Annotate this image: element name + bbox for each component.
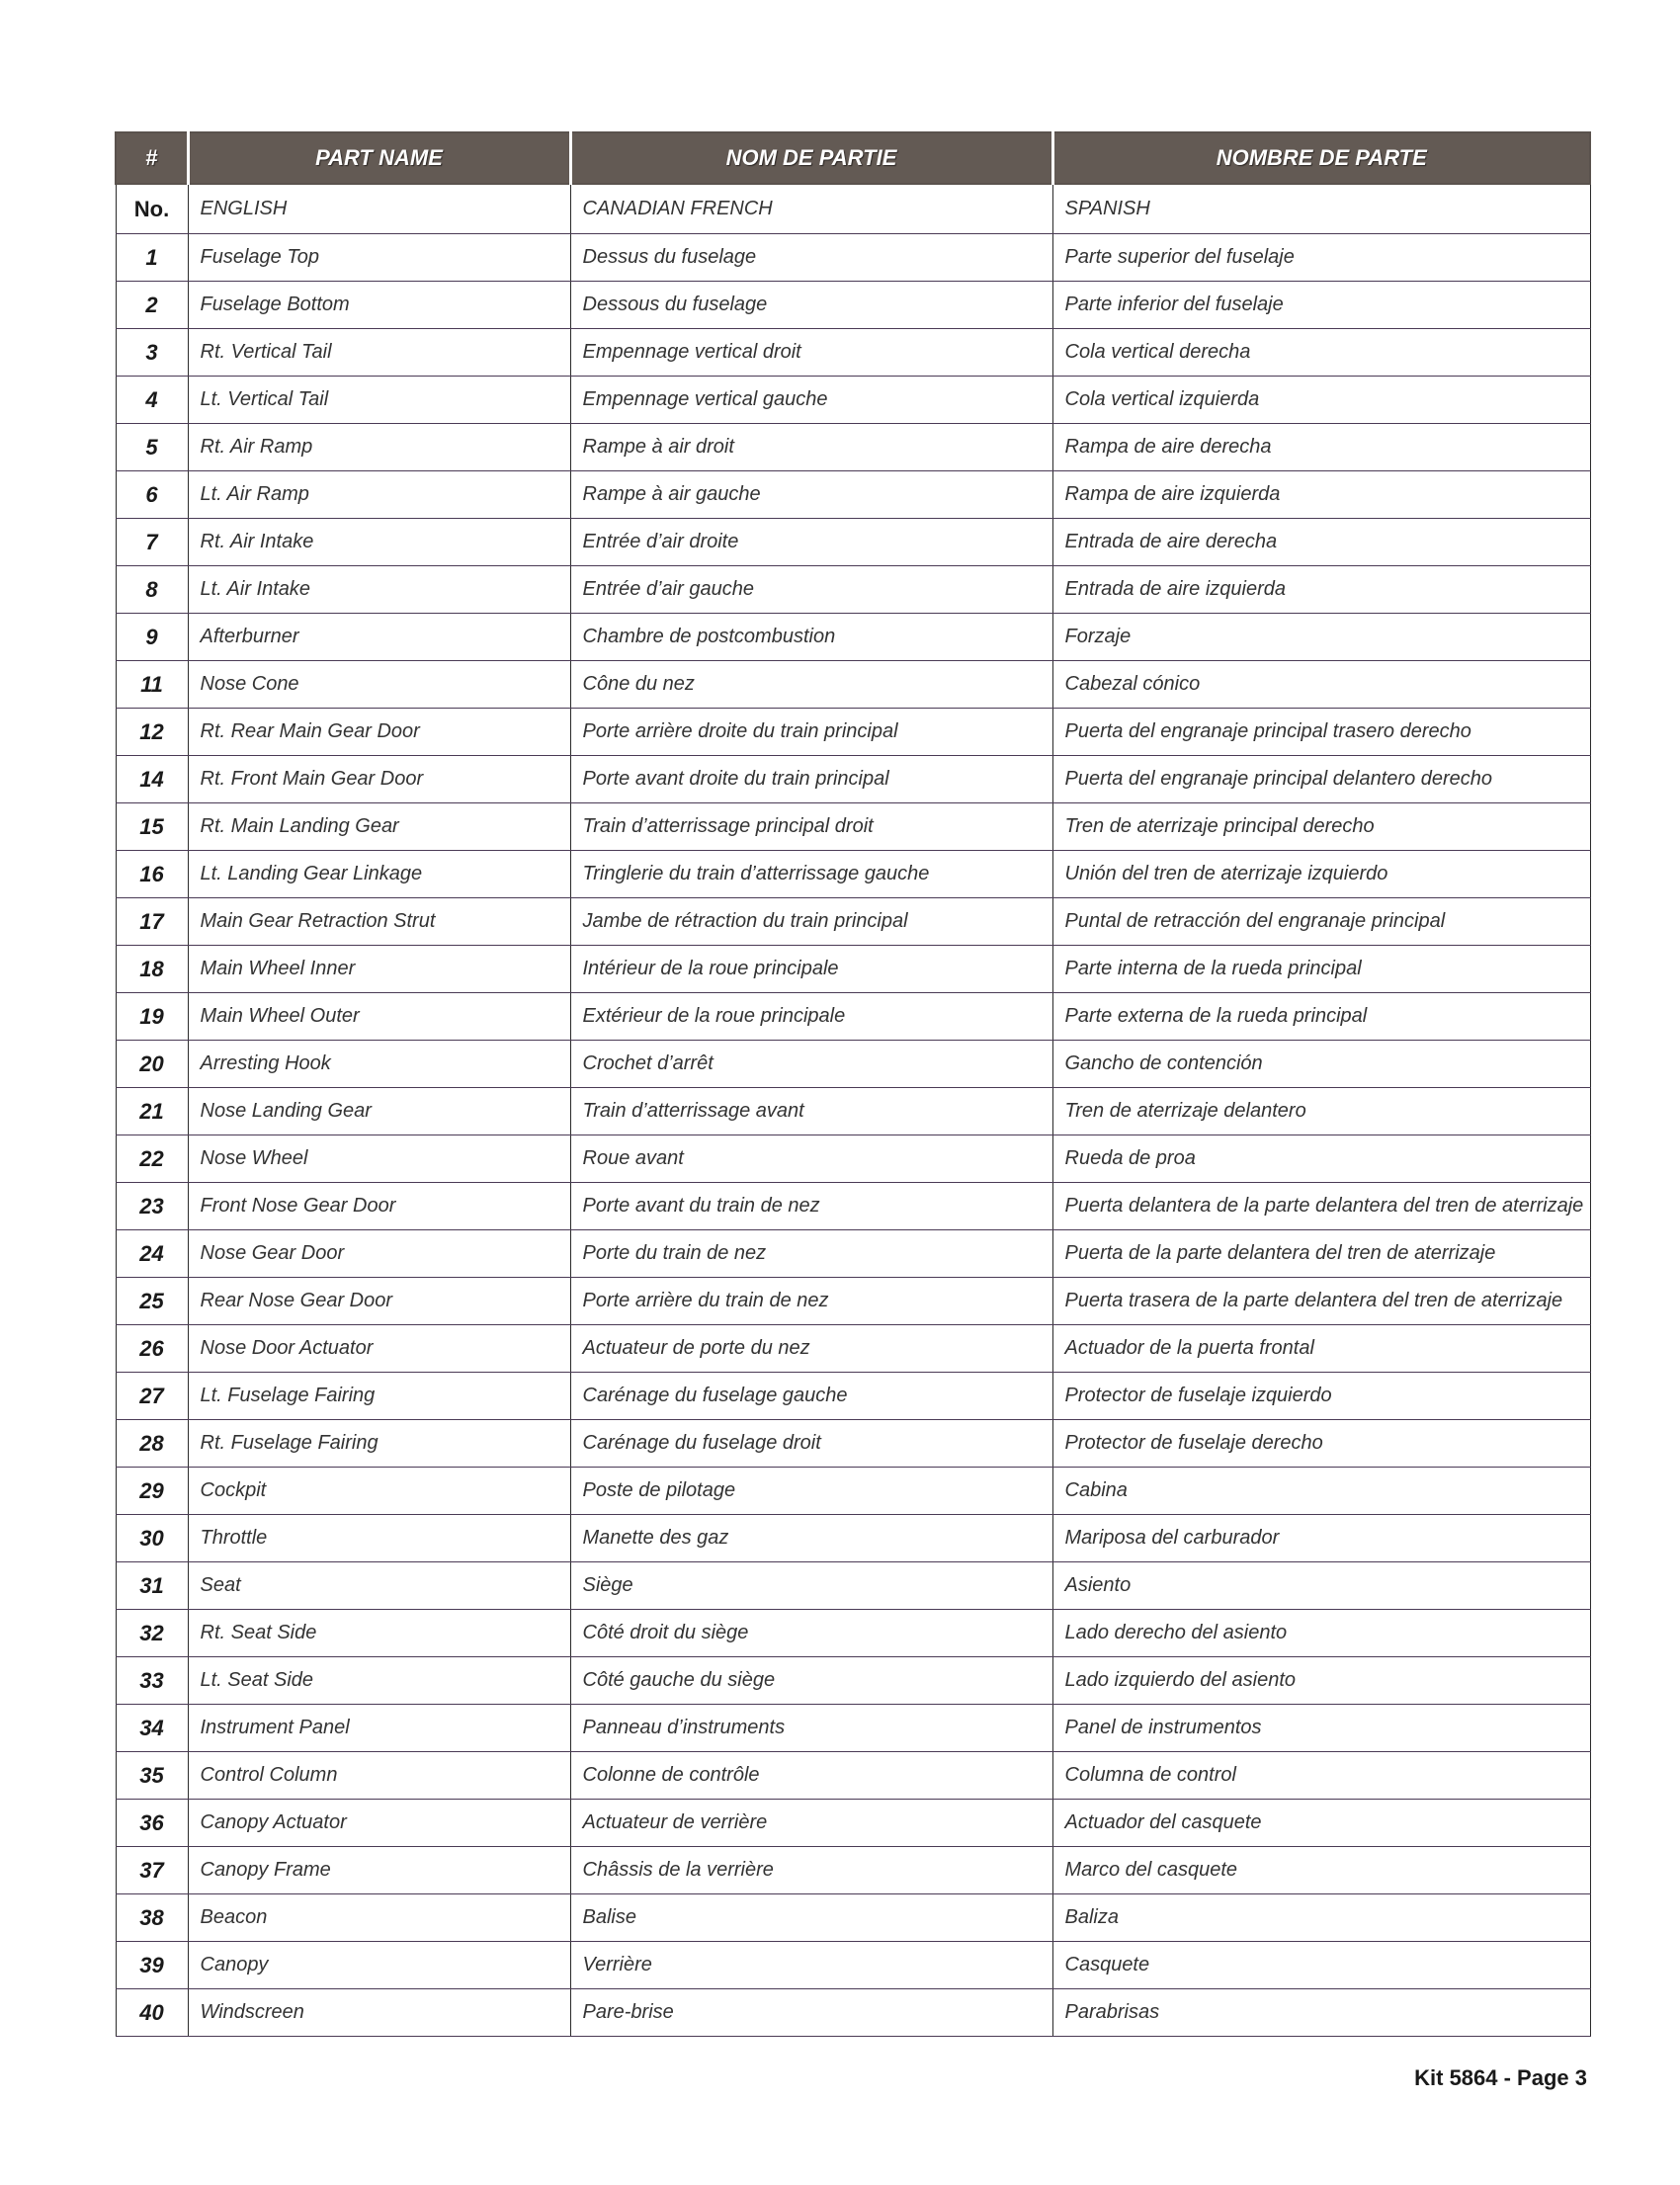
part-name-spanish: Rampa de aire izquierda [1052,471,1590,519]
part-name-french: Rampe à air gauche [570,471,1052,519]
part-name-english: Control Column [188,1752,570,1800]
part-name-spanish: Lado derecho del asiento [1052,1610,1590,1657]
part-name-english: Lt. Landing Gear Linkage [188,851,570,898]
part-name-french: Dessus du fuselage [570,234,1052,282]
part-name-english: Throttle [188,1515,570,1562]
part-name-french: Carénage du fuselage gauche [570,1373,1052,1420]
language-spanish: SPANISH [1052,184,1590,234]
part-name-spanish: Marco del casquete [1052,1847,1590,1894]
header-part-name: PART NAME [188,132,570,184]
part-number: 40 [116,1989,188,2037]
part-name-french: Train d’atterrissage avant [570,1088,1052,1135]
table-row [116,803,1590,851]
table-row [116,1230,1590,1278]
part-number: 1 [116,234,188,282]
table-row [116,1278,1590,1325]
part-number: 12 [116,709,188,756]
part-number: 8 [116,566,188,614]
part-name-spanish: Protector de fuselaje derecho [1052,1420,1590,1468]
table-row [116,709,1590,756]
part-name-spanish: Lado izquierdo del asiento [1052,1657,1590,1705]
part-name-spanish: Parte interna de la rueda principal [1052,946,1590,993]
part-number: 39 [116,1942,188,1989]
table-row [116,756,1590,803]
parts-table [115,131,1591,2037]
part-name-french: Entrée d’air gauche [570,566,1052,614]
part-name-spanish: Asiento [1052,1562,1590,1610]
part-number: 14 [116,756,188,803]
part-number: 17 [116,898,188,946]
part-name-french: Siège [570,1562,1052,1610]
part-name-french: Dessous du fuselage [570,282,1052,329]
header-nombre-de-parte: NOMBRE DE PARTE [1052,132,1590,184]
part-name-spanish: Cabina [1052,1468,1590,1515]
part-name-english: Fuselage Bottom [188,282,570,329]
part-name-english: Rt. Main Landing Gear [188,803,570,851]
table-row [116,471,1590,519]
part-name-french: Porte du train de nez [570,1230,1052,1278]
part-name-english: Nose Gear Door [188,1230,570,1278]
part-number: 15 [116,803,188,851]
part-number: 7 [116,519,188,566]
part-name-english: Seat [188,1562,570,1610]
part-name-english: Arresting Hook [188,1041,570,1088]
part-name-spanish: Entrada de aire derecha [1052,519,1590,566]
part-name-spanish: Tren de aterrizaje principal derecho [1052,803,1590,851]
part-name-french: Jambe de rétraction du train principal [570,898,1052,946]
part-name-spanish: Columna de control [1052,1752,1590,1800]
part-number: 20 [116,1041,188,1088]
table-row [116,851,1590,898]
part-number: 6 [116,471,188,519]
part-name-spanish: Puerta de la parte delantera del tren de aterrizaje [1052,1230,1590,1278]
part-name-spanish: Puntal de retracción del engranaje principal [1052,898,1590,946]
part-name-french: Entrée d’air droite [570,519,1052,566]
table-row [116,661,1590,709]
part-name-french: Actuateur de verrière [570,1800,1052,1847]
part-name-english: Nose Landing Gear [188,1088,570,1135]
part-number: 35 [116,1752,188,1800]
part-name-french: Porte arrière du train de nez [570,1278,1052,1325]
table-row [116,1610,1590,1657]
table-row [116,1989,1590,2037]
part-name-french: Porte arrière droite du train principal [570,709,1052,756]
part-name-english: Cockpit [188,1468,570,1515]
part-number: 34 [116,1705,188,1752]
part-name-french: Châssis de la verrière [570,1847,1052,1894]
table-row [116,1420,1590,1468]
part-name-spanish: Parte superior del fuselaje [1052,234,1590,282]
part-name-french: Chambre de postcombustion [570,614,1052,661]
part-name-english: Rear Nose Gear Door [188,1278,570,1325]
part-name-english: Afterburner [188,614,570,661]
table-row [116,1705,1590,1752]
part-number: 32 [116,1610,188,1657]
table-row [116,519,1590,566]
part-name-english: Main Gear Retraction Strut [188,898,570,946]
part-name-spanish: Parte inferior del fuselaje [1052,282,1590,329]
header-row [116,132,1590,184]
table-row [116,282,1590,329]
part-number: 19 [116,993,188,1041]
part-name-spanish: Unión del tren de aterrizaje izquierdo [1052,851,1590,898]
part-name-spanish: Forzaje [1052,614,1590,661]
part-number: 36 [116,1800,188,1847]
part-name-english: Windscreen [188,1989,570,2037]
part-name-english: Canopy [188,1942,570,1989]
part-name-english: Canopy Frame [188,1847,570,1894]
part-name-french: Intérieur de la roue principale [570,946,1052,993]
table-row [116,234,1590,282]
table-row [116,1800,1590,1847]
part-name-english: Main Wheel Outer [188,993,570,1041]
part-number: 18 [116,946,188,993]
part-number: 11 [116,661,188,709]
table-row [116,1183,1590,1230]
part-name-english: Canopy Actuator [188,1800,570,1847]
part-name-spanish: Puerta del engranaje principal delantero derecho [1052,756,1590,803]
part-number: 26 [116,1325,188,1373]
table-row [116,1468,1590,1515]
part-name-french: Poste de pilotage [570,1468,1052,1515]
part-number: 4 [116,377,188,424]
part-number: 29 [116,1468,188,1515]
header-num: # [116,132,188,184]
part-name-english: Nose Cone [188,661,570,709]
part-name-french: Pare-brise [570,1989,1052,2037]
part-name-english: Nose Wheel [188,1135,570,1183]
part-name-english: Main Wheel Inner [188,946,570,993]
part-name-french: Roue avant [570,1135,1052,1183]
part-number: 3 [116,329,188,377]
part-name-english: Lt. Seat Side [188,1657,570,1705]
part-name-spanish: Protector de fuselaje izquierdo [1052,1373,1590,1420]
table-row [116,1657,1590,1705]
table-row [116,1515,1590,1562]
part-number: 33 [116,1657,188,1705]
part-number: 24 [116,1230,188,1278]
part-name-english: Lt. Air Intake [188,566,570,614]
part-name-french: Verrière [570,1942,1052,1989]
part-name-french: Manette des gaz [570,1515,1052,1562]
table-row [116,614,1590,661]
part-number: 25 [116,1278,188,1325]
part-name-spanish: Rueda de proa [1052,1135,1590,1183]
part-name-english: Rt. Vertical Tail [188,329,570,377]
part-name-french: Porte avant droite du train principal [570,756,1052,803]
part-number: 37 [116,1847,188,1894]
part-name-french: Carénage du fuselage droit [570,1420,1052,1468]
part-name-spanish: Puerta del engranaje principal trasero derecho [1052,709,1590,756]
part-name-english: Fuselage Top [188,234,570,282]
part-number: 22 [116,1135,188,1183]
part-name-spanish: Entrada de aire izquierda [1052,566,1590,614]
table-row [116,329,1590,377]
table-row [116,1562,1590,1610]
part-number: 23 [116,1183,188,1230]
part-name-spanish: Cola vertical derecha [1052,329,1590,377]
part-name-english: Rt. Seat Side [188,1610,570,1657]
part-number: 5 [116,424,188,471]
part-number: 28 [116,1420,188,1468]
table-row [116,1847,1590,1894]
part-name-spanish: Rampa de aire derecha [1052,424,1590,471]
part-number: 2 [116,282,188,329]
language-num: No. [116,184,188,234]
language-english: ENGLISH [188,184,570,234]
part-name-spanish: Actuador de la puerta frontal [1052,1325,1590,1373]
part-name-english: Front Nose Gear Door [188,1183,570,1230]
part-name-english: Lt. Fuselage Fairing [188,1373,570,1420]
part-number: 31 [116,1562,188,1610]
table-row [116,1373,1590,1420]
part-name-english: Instrument Panel [188,1705,570,1752]
language-french: CANADIAN FRENCH [570,184,1052,234]
header-nom-de-partie: NOM DE PARTIE [570,132,1052,184]
part-name-english: Nose Door Actuator [188,1325,570,1373]
part-name-spanish: Baliza [1052,1894,1590,1942]
table-row [116,993,1590,1041]
table-row [116,1325,1590,1373]
table-row [116,898,1590,946]
part-name-french: Extérieur de la roue principale [570,993,1052,1041]
part-name-french: Porte avant du train de nez [570,1183,1052,1230]
part-name-spanish: Parte externa de la rueda principal [1052,993,1590,1041]
table-row [116,566,1590,614]
part-number: 30 [116,1515,188,1562]
part-name-english: Lt. Vertical Tail [188,377,570,424]
part-name-english: Beacon [188,1894,570,1942]
part-name-spanish: Tren de aterrizaje delantero [1052,1088,1590,1135]
language-row [116,184,1590,234]
part-name-english: Rt. Rear Main Gear Door [188,709,570,756]
part-name-french: Empennage vertical droit [570,329,1052,377]
part-number: 27 [116,1373,188,1420]
table-row [116,377,1590,424]
part-name-french: Cône du nez [570,661,1052,709]
table-row [116,1752,1590,1800]
part-name-spanish: Actuador del casquete [1052,1800,1590,1847]
part-number: 16 [116,851,188,898]
page-footer: Kit 5864 - Page 3 [1414,2065,1587,2090]
part-name-french: Empennage vertical gauche [570,377,1052,424]
part-name-french: Côté gauche du siège [570,1657,1052,1705]
part-name-spanish: Cola vertical izquierda [1052,377,1590,424]
part-name-english: Rt. Air Ramp [188,424,570,471]
part-name-english: Rt. Front Main Gear Door [188,756,570,803]
part-number: 38 [116,1894,188,1942]
part-name-english: Lt. Air Ramp [188,471,570,519]
table-row [116,1135,1590,1183]
part-name-english: Rt. Air Intake [188,519,570,566]
part-name-french: Crochet d’arrêt [570,1041,1052,1088]
part-name-spanish: Puerta delantera de la parte delantera del tren de aterrizaje [1052,1183,1590,1230]
part-name-spanish: Puerta trasera de la parte delantera del tren de aterrizaje [1052,1278,1590,1325]
table-row [116,946,1590,993]
part-name-french: Tringlerie du train d’atterrissage gauche [570,851,1052,898]
part-name-french: Colonne de contrôle [570,1752,1052,1800]
part-name-spanish: Casquete [1052,1942,1590,1989]
part-name-french: Train d’atterrissage principal droit [570,803,1052,851]
table-row [116,1088,1590,1135]
table-row [116,1894,1590,1942]
part-name-spanish: Gancho de contención [1052,1041,1590,1088]
table-row [116,1041,1590,1088]
table-row [116,1942,1590,1989]
part-name-french: Panneau d’instruments [570,1705,1052,1752]
part-name-french: Côté droit du siège [570,1610,1052,1657]
part-name-spanish: Panel de instrumentos [1052,1705,1590,1752]
part-name-french: Actuateur de porte du nez [570,1325,1052,1373]
part-name-spanish: Cabezal cónico [1052,661,1590,709]
part-name-spanish: Mariposa del carburador [1052,1515,1590,1562]
part-name-french: Balise [570,1894,1052,1942]
part-name-english: Rt. Fuselage Fairing [188,1420,570,1468]
part-name-french: Rampe à air droit [570,424,1052,471]
part-number: 9 [116,614,188,661]
part-number: 21 [116,1088,188,1135]
part-name-spanish: Parabrisas [1052,1989,1590,2037]
table-row [116,424,1590,471]
